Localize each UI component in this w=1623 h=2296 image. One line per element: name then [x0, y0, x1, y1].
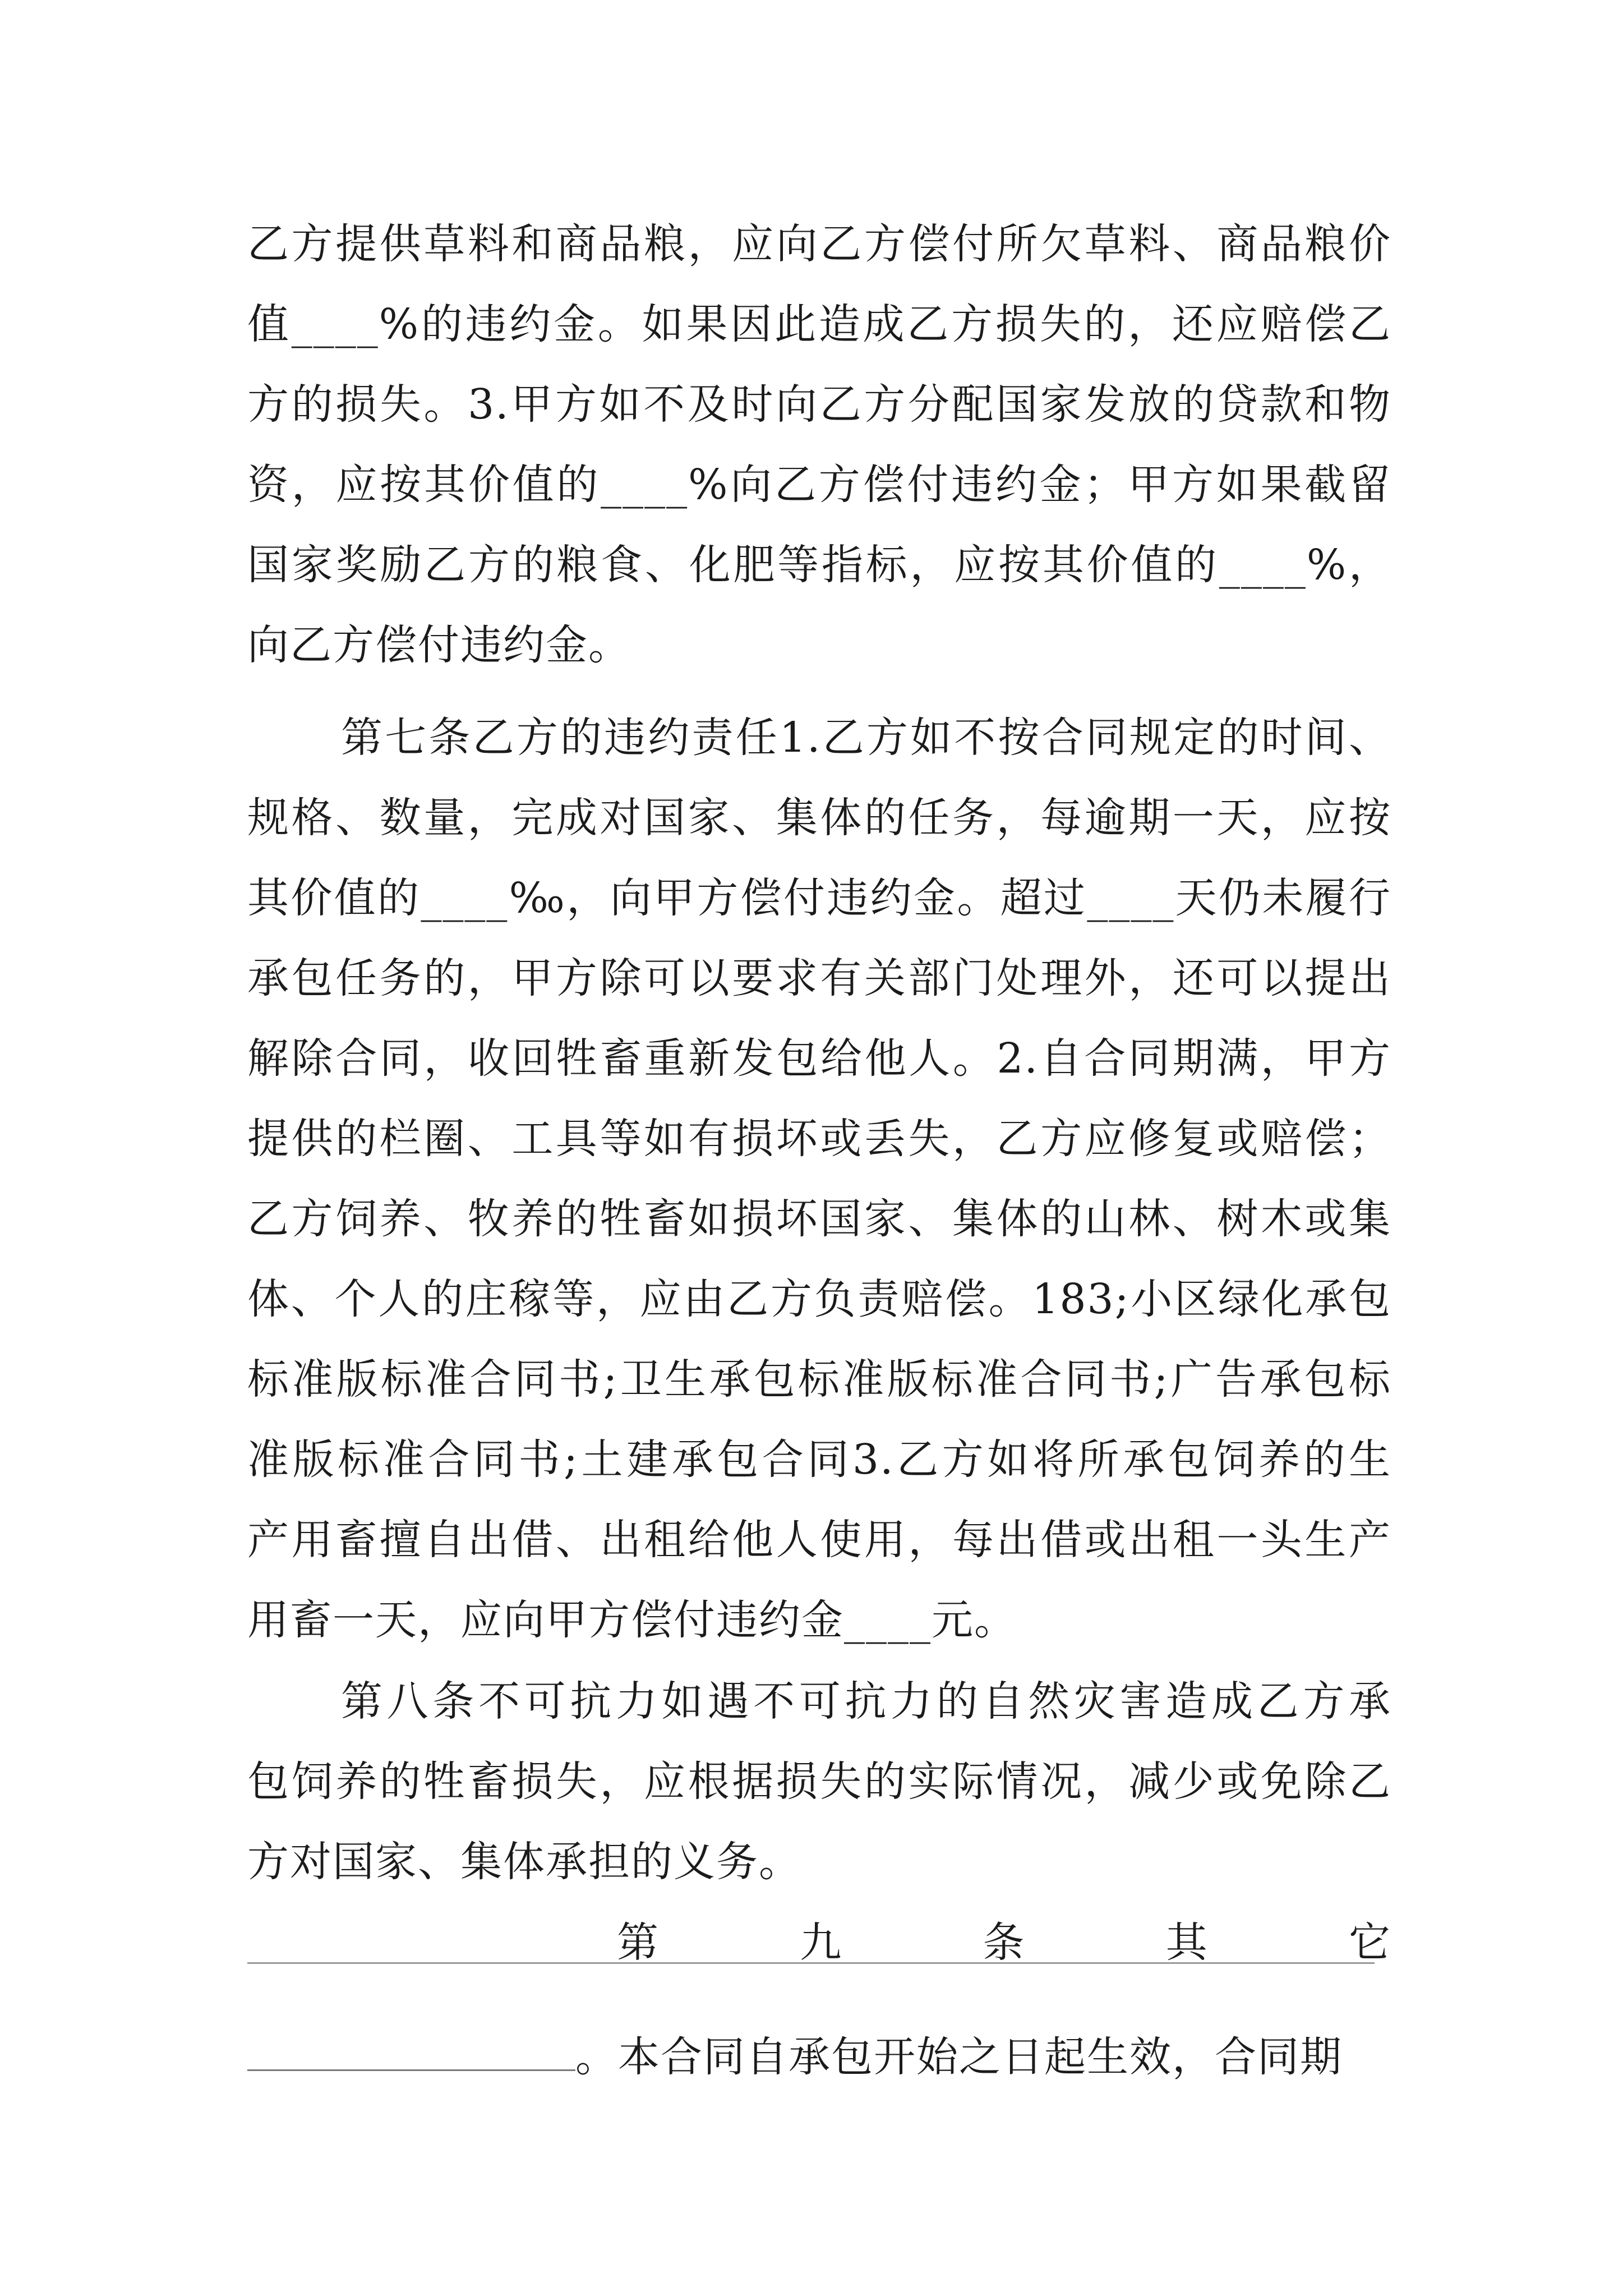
text-line: 资，应按其价值的____%向乙方偿付违约金；甲方如果截留	[247, 461, 1391, 509]
article-9-char: 条	[983, 1918, 1026, 1967]
blank-fill-line	[247, 1962, 1375, 1964]
text-line-content: 。本合同自承包开始之日起生效，合同期	[575, 2033, 1343, 2081]
article-8-heading-line: 第八条不可抗力如遇不可抗力的自然灾害造成乙方承	[341, 1677, 1391, 1726]
blank-fill-short	[247, 2019, 575, 2071]
article-7-heading-line: 第七条乙方的违约责任1.乙方如不按合同规定的时间、	[341, 714, 1391, 762]
text-line: 解除合同，收回牲畜重新发包给他人。2.自合同期满，甲方	[247, 1034, 1391, 1083]
text-line: 体、个人的庄稼等，应由乙方负责赔偿。183;小区绿化承包	[247, 1275, 1391, 1323]
text-line: 方对国家、集体承担的义务。	[247, 1838, 801, 1886]
article-9-char: 第	[617, 1918, 660, 1967]
text-line: 用畜一天，应向甲方偿付违约金____元。	[247, 1596, 1017, 1644]
text-line	[247, 2015, 1391, 2099]
text-line: 其价值的____‰，向甲方偿付违约金。超过____天仍未履行	[247, 874, 1391, 922]
text-line: 向乙方偿付违约金。	[247, 621, 631, 669]
article-9-char: 九	[800, 1918, 843, 1967]
article-9-heading	[617, 1901, 1391, 1985]
text-line: 值____%的违约金。如果因此造成乙方损失的，还应赔偿乙	[247, 300, 1391, 348]
article-9-char: 其	[1165, 1918, 1209, 1967]
text-line: 乙方饲养、牧养的牲畜如损坏国家、集体的山林、树木或集	[247, 1195, 1391, 1243]
text-line: 乙方提供草料和商品粮，应向乙方偿付所欠草料、商品粮价	[247, 220, 1391, 268]
text-line: 规格、数量，完成对国家、集体的任务，每逾期一天，应按	[247, 794, 1391, 842]
text-line: 国家奖励乙方的粮食、化肥等指标，应按其价值的____%，	[247, 541, 1391, 589]
text-line: 标准版标准合同书;卫生承包标准版标准合同书;广告承包标	[247, 1355, 1391, 1404]
text-line: 承包任务的，甲方除可以要求有关部门处理外，还可以提出	[247, 954, 1391, 1002]
text-line: 包饲养的牲畜损失，应根据损失的实际情况，减少或免除乙	[247, 1757, 1391, 1806]
text-line: 准版标准合同书;土建承包合同3.乙方如将所承包饲养的生	[247, 1435, 1391, 1484]
article-9-char: 它	[1349, 1918, 1391, 1967]
text-line: 提供的栏圈、工具等如有损坏或丢失，乙方应修复或赔偿；	[247, 1115, 1391, 1163]
text-line: 产用畜擅自出借、出租给他人使用，每出借或出租一头生产	[247, 1516, 1391, 1564]
text-line: 方的损失。3.甲方如不及时向乙方分配国家发放的贷款和物	[247, 380, 1391, 429]
